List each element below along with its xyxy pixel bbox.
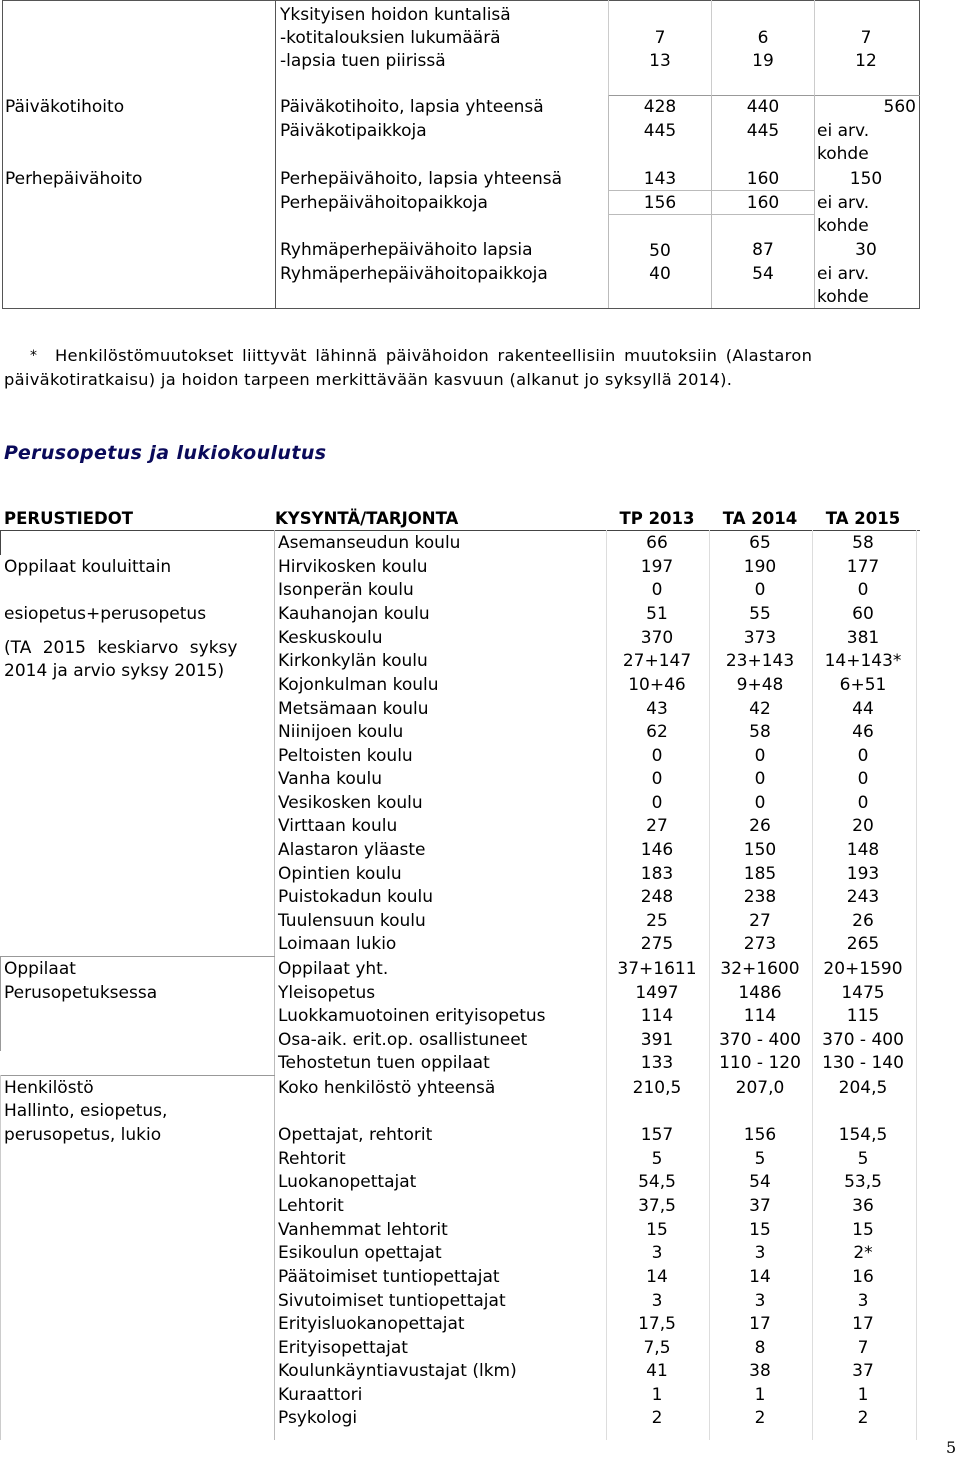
label-hallinto: Hallinto, esiopetus,	[4, 1101, 168, 1121]
ta-2015-value: 17	[852, 1314, 874, 1334]
section-label-perhepaivahoito: Perhepäivähoito	[5, 169, 143, 189]
row-label: Niinijoen koulu	[278, 722, 404, 742]
row-value-1: 50	[649, 241, 671, 261]
row-label: Vesikosken koulu	[278, 793, 423, 813]
header-ta-2014: TA 2014	[722, 509, 798, 528]
row-label: Peltoisten koulu	[278, 746, 413, 766]
tp-2013-value: 14	[646, 1267, 668, 1287]
ta-2015-value: 26	[852, 911, 874, 931]
tp-2013-value: 15	[646, 1220, 668, 1240]
row-value-3: ei arv.	[817, 264, 870, 284]
row-label: Erityisopettajat	[278, 1338, 408, 1358]
ta-2015-value: 5	[857, 1149, 869, 1169]
row-label: Lehtorit	[278, 1196, 344, 1216]
kuntalisa-col3-children: 12	[855, 51, 877, 71]
ta-2014-value: 14	[749, 1267, 771, 1287]
row-value-3: ei arv.	[817, 193, 870, 213]
tp-2013-value: 0	[651, 746, 663, 766]
ta-2015-value: 7	[857, 1338, 869, 1358]
ta-2015-value: 20	[852, 816, 874, 836]
ta-2014-value: 9+48	[736, 675, 784, 695]
ta-2015-value: 14+143*	[824, 651, 902, 671]
label-henkilosto: Henkilöstö	[4, 1078, 94, 1098]
ta-2015-value: 370 - 400	[822, 1030, 904, 1050]
label-ta-note-1: (TA 2015 keskiarvo syksy	[4, 638, 238, 658]
ta-2014-value: 23+143	[725, 651, 795, 671]
ta-2014-value: 238	[743, 887, 777, 907]
ta-2014-value: 1	[754, 1385, 766, 1405]
tp-2013-value: 0	[651, 580, 663, 600]
tp-2013-value: 183	[640, 864, 674, 884]
ta-2015-value: 1475	[841, 983, 885, 1003]
tp-2013-value: 370	[640, 628, 674, 648]
ta-2014-value: 0	[754, 580, 766, 600]
tp-2013-value: 41	[646, 1361, 668, 1381]
ta-2015-value: 265	[846, 934, 880, 954]
ta-2014-value: 37	[749, 1196, 771, 1216]
ta-2014-value: 26	[749, 816, 771, 836]
row-label: Kauhanojan koulu	[278, 604, 430, 624]
ta-2015-value: 148	[846, 840, 880, 860]
ta-2014-value: 15	[749, 1220, 771, 1240]
row-value-2: 160	[746, 169, 780, 189]
tp-2013-value: 37,5	[638, 1196, 676, 1216]
ta-2015-value: 204,5	[838, 1078, 888, 1098]
tp-2013-value: 1	[651, 1385, 663, 1405]
ta-2014-value: 156	[743, 1125, 777, 1145]
ta-2015-value: 2*	[853, 1243, 873, 1263]
tp-2013-value: 43	[646, 699, 668, 719]
label-esiopetus: esiopetus+perusopetus	[4, 604, 207, 624]
row-label: Ryhmäperhepäivähoito lapsia	[280, 240, 533, 260]
tp-2013-value: 391	[640, 1030, 674, 1050]
ta-2014-value: 3	[754, 1291, 766, 1311]
footnote-star: *	[30, 348, 37, 364]
tp-2013-value: 1497	[635, 983, 679, 1003]
row-label: Osa-aik. erit.op. osallistuneet	[278, 1030, 528, 1050]
label-perusopetuksessa: Perusopetuksessa	[4, 983, 158, 1003]
row-label: Isonperän koulu	[278, 580, 414, 600]
ta-2015-value: 46	[852, 722, 874, 742]
header-line-1: Yksityisen hoidon kuntalisä	[280, 5, 511, 25]
page-number: 5	[946, 1438, 957, 1457]
row-label: Erityisluokanopettajat	[278, 1314, 465, 1334]
row-label: Tehostetun tuen oppilaat	[278, 1053, 490, 1073]
section-label-paivakotihoito: Päiväkotihoito	[5, 97, 125, 117]
tp-2013-value: 0	[651, 793, 663, 813]
tp-2013-value: 17,5	[638, 1314, 676, 1334]
ta-2014-value: 207,0	[735, 1078, 785, 1098]
ta-2015-value: 193	[846, 864, 880, 884]
row-value-2: 440	[746, 97, 780, 117]
row-label: Vanhemmat lehtorit	[278, 1220, 448, 1240]
ta-2014-value: 190	[743, 557, 777, 577]
row-label: Puistokadun koulu	[278, 887, 433, 907]
ta-2015-value: 16	[852, 1267, 874, 1287]
row-label: Ryhmäperhepäivähoitopaikkoja	[280, 264, 548, 284]
row-label: Psykologi	[278, 1408, 358, 1428]
ta-2014-value: 114	[743, 1006, 777, 1026]
ta-2015-value: 0	[857, 769, 869, 789]
ta-2015-value: 15	[852, 1220, 874, 1240]
row-value-1: 143	[643, 169, 677, 189]
tp-2013-value: 37+1611	[617, 959, 697, 979]
row-label: Päätoimiset tuntiopettajat	[278, 1267, 500, 1287]
kuntalisa-col1-households: 7	[654, 28, 666, 48]
ta-2014-value: 150	[743, 840, 777, 860]
ta-2014-value: 2	[754, 1408, 766, 1428]
row-value-1: 428	[643, 97, 677, 117]
section-title: Perusopetus ja lukiokoulutus	[4, 442, 327, 464]
ta-2014-value: 42	[749, 699, 771, 719]
header-ta-2015: TA 2015	[825, 509, 901, 528]
row-value-1: 156	[643, 193, 677, 213]
row-label: Metsämaan koulu	[278, 699, 429, 719]
ta-2015-value: 36	[852, 1196, 874, 1216]
tp-2013-value: 2	[651, 1408, 663, 1428]
tp-2013-value: 25	[646, 911, 668, 931]
row-label: Koko henkilöstö yhteensä	[278, 1078, 496, 1098]
label-perusopetus-lukio: perusopetus, lukio	[4, 1125, 162, 1145]
row-value-1: 445	[643, 121, 677, 141]
ta-2015-value: 37	[852, 1361, 874, 1381]
tp-2013-value: 0	[651, 769, 663, 789]
header-kysynta-tarjonta: KYSYNTÄ/TARJONTA	[275, 509, 459, 528]
tp-2013-value: 3	[651, 1291, 663, 1311]
ta-2014-value: 370 - 400	[719, 1030, 801, 1050]
ta-2015-value: 177	[846, 557, 880, 577]
ta-2015-value: 1	[857, 1385, 869, 1405]
header-line-3: -lapsia tuen piirissä	[280, 51, 446, 71]
header-perustiedot: PERUSTIEDOT	[4, 509, 133, 528]
row-value-3: 30	[855, 240, 877, 260]
ta-2014-value: 3	[754, 1243, 766, 1263]
row-value-2: 160	[746, 193, 780, 213]
ta-2015-value: 0	[857, 746, 869, 766]
footnote-line-2: päiväkotiratkaisu) ja hoidon tarpeen merkittävään kasvuun (alkanut jo syksyllä 2014).	[4, 370, 733, 389]
row-label: Oppilaat yht.	[278, 959, 389, 979]
tp-2013-value: 114	[640, 1006, 674, 1026]
row-label: Päiväkotihoito, lapsia yhteensä	[280, 97, 544, 117]
row-label: Alastaron yläaste	[278, 840, 426, 860]
row-label: Perhepäivähoito, lapsia yhteensä	[280, 169, 563, 189]
ta-2014-value: 273	[743, 934, 777, 954]
header-tp-2013: TP 2013	[619, 509, 695, 528]
ta-2014-value: 38	[749, 1361, 771, 1381]
header-line-2: -kotitalouksien lukumäärä	[280, 28, 501, 48]
ta-2014-value: 1486	[738, 983, 782, 1003]
row-label: Luokanopettajat	[278, 1172, 417, 1192]
tp-2013-value: 27	[646, 816, 668, 836]
tp-2013-value: 210,5	[632, 1078, 682, 1098]
row-label: Asemanseudun koulu	[278, 533, 461, 553]
label-oppilaat: Oppilaat	[4, 959, 76, 979]
ta-2015-value: 58	[852, 533, 874, 553]
row-label: Vanha koulu	[278, 769, 383, 789]
ta-2014-value: 54	[749, 1172, 771, 1192]
ta-2015-value: 381	[846, 628, 880, 648]
row-value-3: 150	[849, 169, 883, 189]
row-label: Keskuskoulu	[278, 628, 383, 648]
ta-2014-value: 32+1600	[720, 959, 800, 979]
ta-2015-value: 0	[857, 793, 869, 813]
ta-2015-value: 44	[852, 699, 874, 719]
ta-2014-value: 55	[749, 604, 771, 624]
tp-2013-value: 133	[640, 1053, 674, 1073]
row-label: Esikoulun opettajat	[278, 1243, 442, 1263]
ta-2014-value: 5	[754, 1149, 766, 1169]
kuntalisa-col1-children: 13	[649, 51, 671, 71]
row-label: Sivutoimiset tuntiopettajat	[278, 1291, 506, 1311]
tp-2013-value: 7,5	[643, 1338, 671, 1358]
row-label: Päiväkotipaikkoja	[280, 121, 427, 141]
row-value-2: 54	[752, 264, 774, 284]
ta-2014-value: 0	[754, 793, 766, 813]
tp-2013-value: 54,5	[638, 1172, 676, 1192]
ta-2015-value: 2	[857, 1408, 869, 1428]
tp-2013-value: 66	[646, 533, 668, 553]
row-label: Perhepäivähoitopaikkoja	[280, 193, 488, 213]
tp-2013-value: 146	[640, 840, 674, 860]
row-label: Kirkonkylän koulu	[278, 651, 428, 671]
kuntalisa-col2-households: 6	[757, 28, 769, 48]
ta-2015-value: 60	[852, 604, 874, 624]
ta-2015-value: 243	[846, 887, 880, 907]
tp-2013-value: 197	[640, 557, 674, 577]
row-label: Opettajat, rehtorit	[278, 1125, 433, 1145]
row-value-3b: kohde	[817, 287, 869, 307]
row-value-3b: kohde	[817, 216, 869, 236]
row-value-1: 40	[649, 264, 671, 284]
row-label: Loimaan lukio	[278, 934, 397, 954]
row-label: Kuraattori	[278, 1385, 363, 1405]
tp-2013-value: 275	[640, 934, 674, 954]
label-oppilaat-kouluittain: Oppilaat kouluittain	[4, 557, 172, 577]
row-label: Yleisopetus	[278, 983, 376, 1003]
ta-2014-value: 0	[754, 769, 766, 789]
kuntalisa-col3-households: 7	[860, 28, 872, 48]
tp-2013-value: 248	[640, 887, 674, 907]
ta-2014-value: 27	[749, 911, 771, 931]
row-label: Koulunkäyntiavustajat (lkm)	[278, 1361, 517, 1381]
ta-2015-value: 115	[846, 1006, 880, 1026]
footnote-line-1: Henkilöstömuutokset liittyvät lähinnä päivähoidon rakenteellisiin muutoksiin (Alastaron	[55, 346, 813, 365]
tp-2013-value: 10+46	[628, 675, 686, 695]
row-label: Rehtorit	[278, 1149, 346, 1169]
row-label: Opintien koulu	[278, 864, 402, 884]
ta-2015-value: 0	[857, 580, 869, 600]
ta-2014-value: 0	[754, 746, 766, 766]
tp-2013-value: 3	[651, 1243, 663, 1263]
tp-2013-value: 51	[646, 604, 668, 624]
tp-2013-value: 62	[646, 722, 668, 742]
ta-2014-value: 373	[743, 628, 777, 648]
row-label: Virttaan koulu	[278, 816, 398, 836]
ta-2015-value: 20+1590	[823, 959, 903, 979]
ta-2014-value: 110 - 120	[719, 1053, 801, 1073]
ta-2014-value: 65	[749, 533, 771, 553]
row-label: Luokkamuotoinen erityisopetus	[278, 1006, 546, 1026]
ta-2014-value: 185	[743, 864, 777, 884]
ta-2014-value: 8	[754, 1338, 766, 1358]
row-value-3b: kohde	[817, 144, 869, 164]
ta-2015-value: 154,5	[838, 1125, 888, 1145]
ta-2014-value: 17	[749, 1314, 771, 1334]
ta-2015-value: 3	[857, 1291, 869, 1311]
row-label: Tuulensuun koulu	[278, 911, 426, 931]
row-label: Kojonkulman koulu	[278, 675, 439, 695]
row-value-2: 87	[752, 240, 774, 260]
row-label: Hirvikosken koulu	[278, 557, 428, 577]
tp-2013-value: 5	[651, 1149, 663, 1169]
ta-2015-value: 130 - 140	[822, 1053, 904, 1073]
tp-2013-value: 27+147	[622, 651, 692, 671]
ta-2015-value: 53,5	[844, 1172, 882, 1192]
kuntalisa-col2-children: 19	[752, 51, 774, 71]
tp-2013-value: 157	[640, 1125, 674, 1145]
row-value-3: ei arv.	[817, 121, 870, 141]
row-value-2: 445	[746, 121, 780, 141]
ta-2014-value: 58	[749, 722, 771, 742]
label-ta-note-2: 2014 ja arvio syksy 2015)	[4, 661, 225, 681]
row-value-3: 560	[883, 97, 916, 117]
ta-2015-value: 6+51	[839, 675, 887, 695]
